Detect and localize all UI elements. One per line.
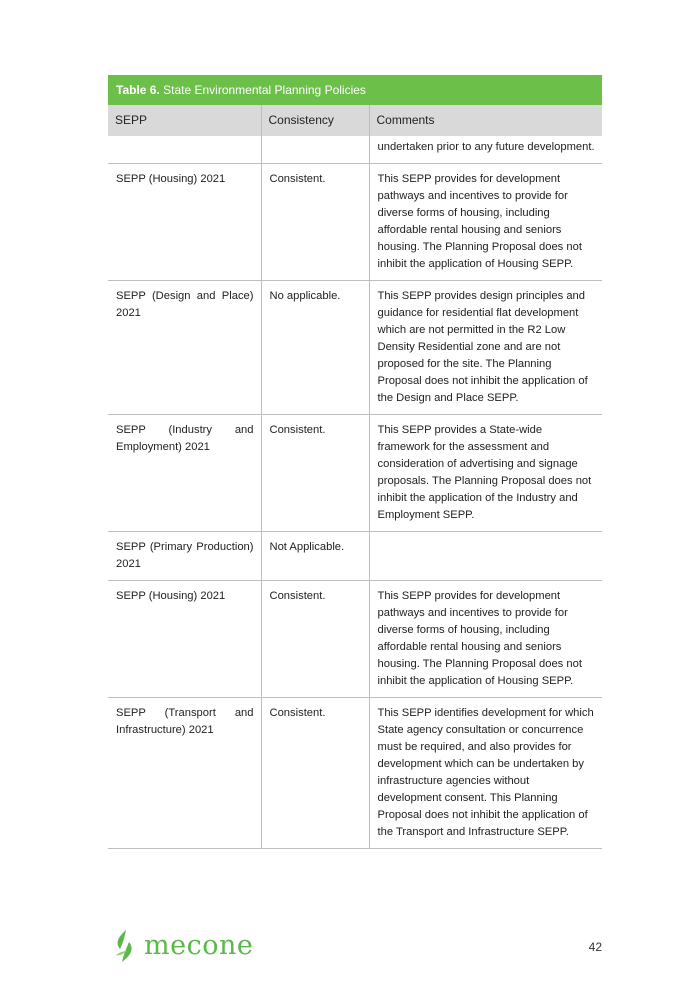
sepp-table-container [108,75,602,849]
cell-sepp: SEPP (Design and Place) 2021 [108,281,261,415]
mecone-leaf-icon [112,929,138,963]
column-header-comments: Comments [369,105,602,136]
table-row [108,581,602,698]
cell-sepp: SEPP (Housing) 2021 [108,581,261,698]
cell-consistency: Consistent. [261,581,369,698]
cell-comments [369,532,602,581]
cell-consistency: Not Applicable. [261,532,369,581]
cell-consistency: Consistent. [261,415,369,532]
cell-consistency [261,136,369,164]
table-row [108,281,602,415]
table-row [108,415,602,532]
cell-comments: This SEPP provides for development pathways and incentives to provide for diverse forms of housing, including affordable rental housing and seniors housing. The Planning Proposal does not inhibit the application of Housing SEPP. [369,581,602,698]
cell-comments: This SEPP provides for development pathways and incentives to provide for diverse forms of housing, including affordable rental housing and seniors housing. The Planning Proposal does not inhibit the application of Housing SEPP. [369,164,602,281]
cell-sepp: SEPP (Primary Production) 2021 [108,532,261,581]
table-header-row [108,105,602,136]
table-row [108,532,602,581]
cell-sepp: SEPP (Transport and Infrastructure) 2021 [108,698,261,849]
cell-sepp: SEPP (Housing) 2021 [108,164,261,281]
table-row [108,136,602,164]
sepp-table [108,105,602,849]
cell-comments: This SEPP identifies development for which State agency consultation or concurrence must be required, and also provides for development which can be undertaken by infrastructure agencies without development consent. This Planning Proposal does not inhibit the application of the Transport and Infrastructure SEPP. [369,698,602,849]
cell-comments: This SEPP provides a State-wide framework for the assessment and consideration of advertising and signage proposals. The Planning Proposal does not inhibit the application of the Industry and Employment SEPP. [369,415,602,532]
table-caption [108,75,602,105]
page-number: 42 [588,940,602,954]
table-caption-text: State Environmental Planning Policies [159,83,366,97]
cell-consistency: Consistent. [261,698,369,849]
table-row [108,698,602,849]
cell-comments: undertaken prior to any future development. [369,136,602,164]
cell-comments: This SEPP provides design principles and guidance for residential flat development which are not permitted in the R2 Low Density Residential zone and are not proposed for the site. The Planning Proposal does not inhibit the application of the Design and Place SEPP. [369,281,602,415]
table-row [108,164,602,281]
cell-sepp [108,136,261,164]
table-caption-label: Table 6. [116,83,160,97]
cell-consistency: No applicable. [261,281,369,415]
column-header-consistency: Consistency [261,105,369,136]
cell-consistency: Consistent. [261,164,369,281]
cell-sepp: SEPP (Industry and Employment) 2021 [108,415,261,532]
column-header-sepp: SEPP [108,105,261,136]
logo-wordmark: mecone [144,930,254,961]
mecone-logo [112,928,253,964]
